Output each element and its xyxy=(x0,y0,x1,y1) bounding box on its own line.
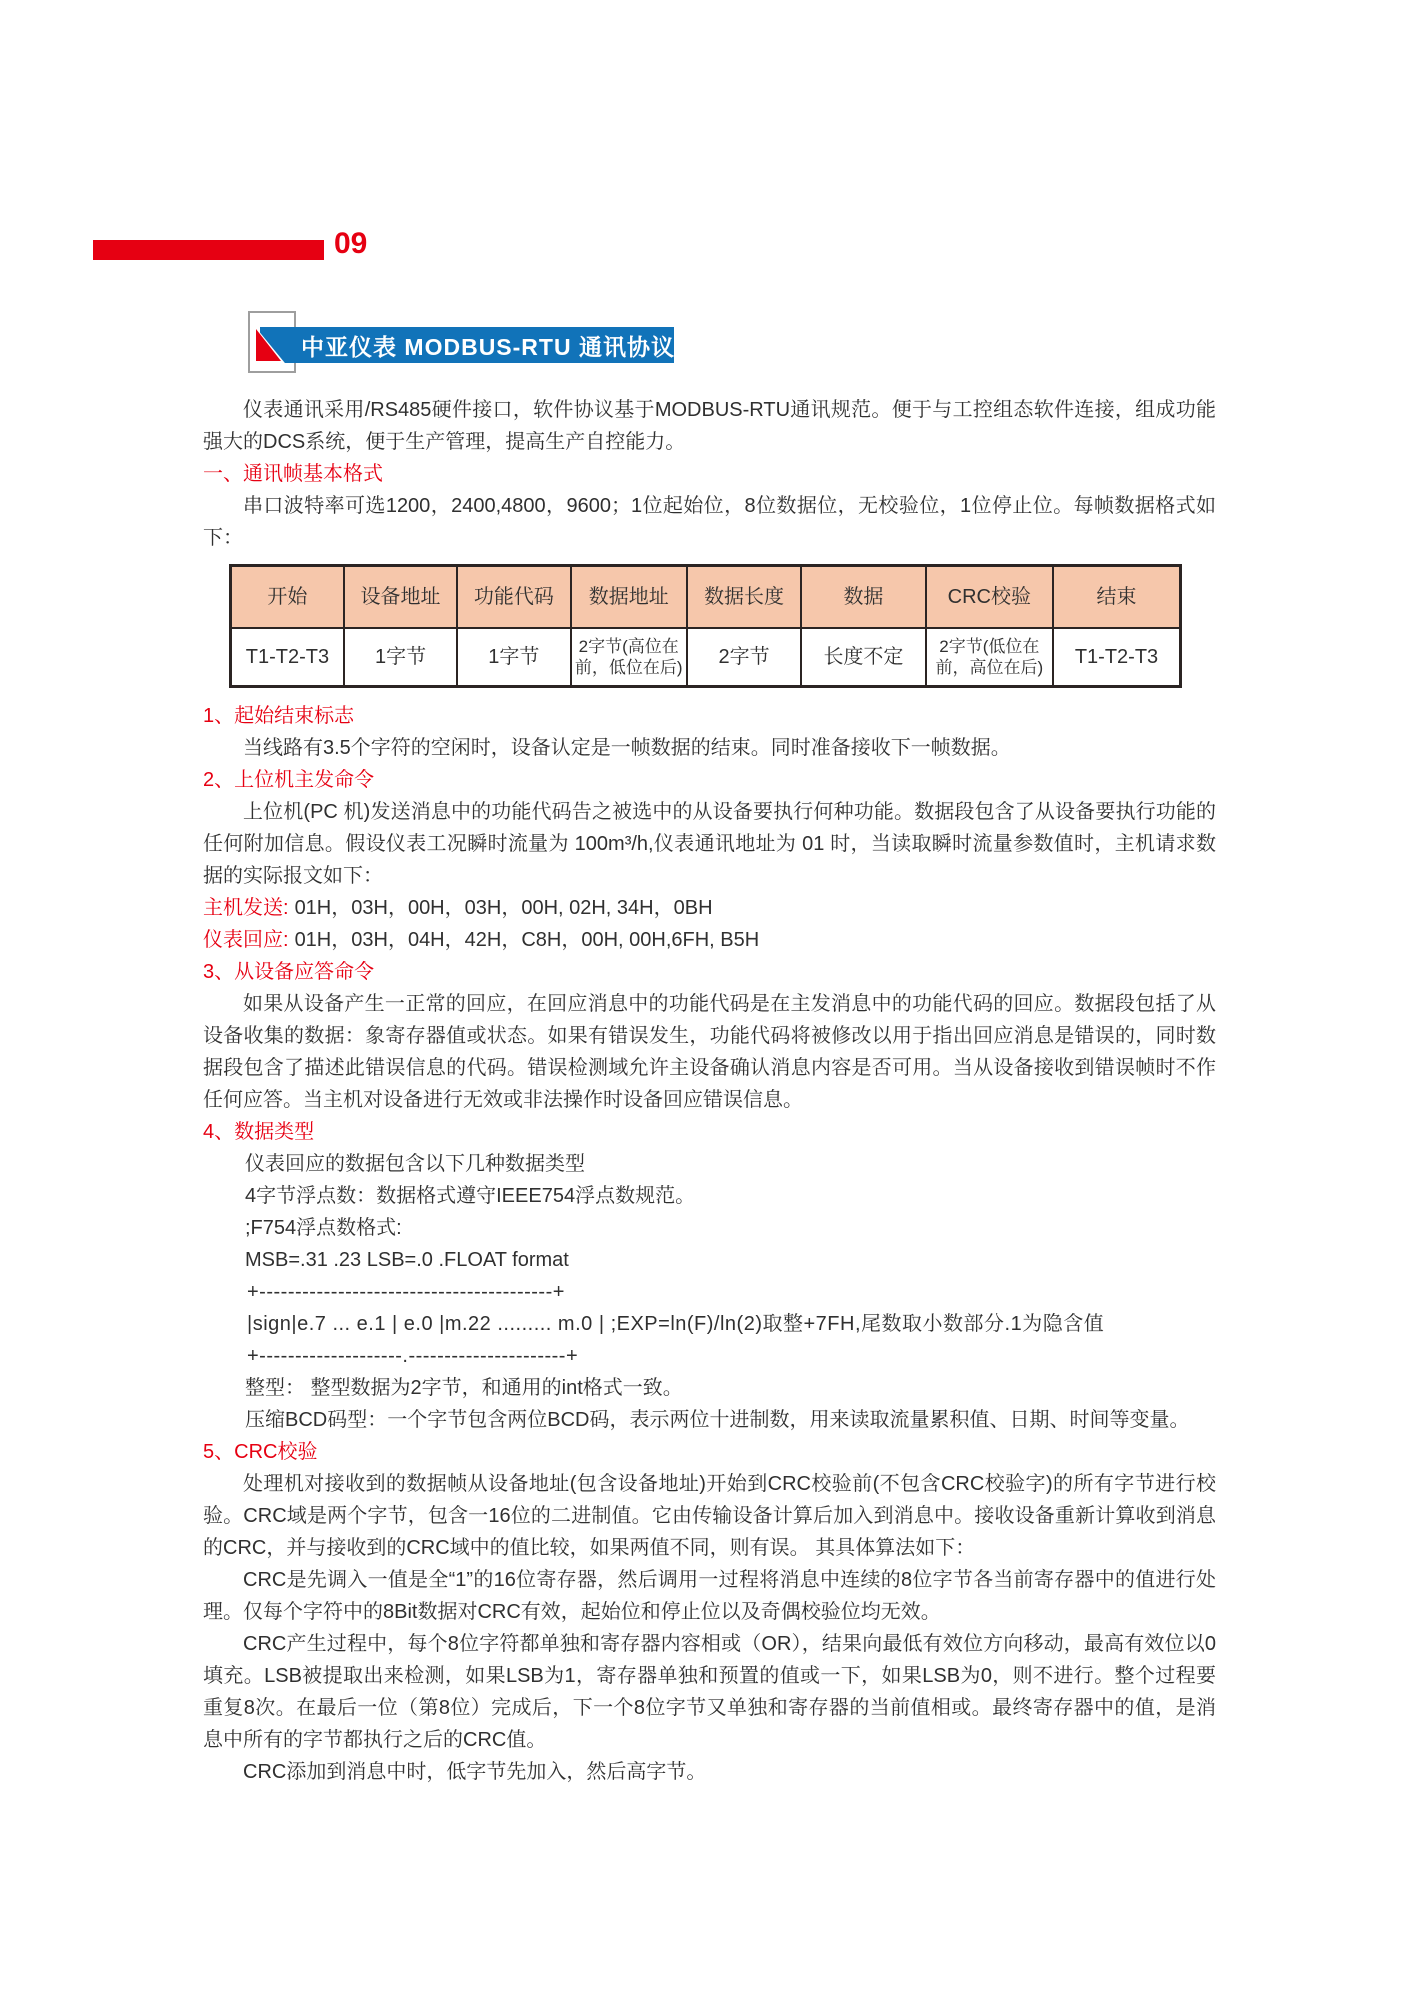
data-types-line: 4字节浮点数：数据格式遵守IEEE754浮点数规范。 xyxy=(245,1185,696,1207)
integer-type-line: 整型： 整型数据为2字节，和通用的int格式一致。 xyxy=(245,1377,683,1399)
col-device-address: 设备地址 xyxy=(344,566,457,629)
col-end: 结束 xyxy=(1053,566,1180,629)
heading-frame-format: 一、通讯帧基本格式 xyxy=(203,463,383,485)
heading-crc-check: 5、CRC校验 xyxy=(203,1441,318,1463)
heading-slave-response: 3、从设备应答命令 xyxy=(203,961,375,983)
banner-bar xyxy=(260,327,674,363)
crc-paragraph-4: CRC添加到消息中时，低字节先加入，然后高字节。 xyxy=(243,1761,707,1783)
heading-host-command: 2、上位机主发命令 xyxy=(203,769,375,791)
meter-reply-line xyxy=(203,924,1216,956)
col-data-length: 数据长度 xyxy=(687,566,801,629)
cell-device-address: 1字节 xyxy=(344,628,457,687)
cell-crc-check: 2字节(低位在前，高位在后) xyxy=(926,628,1053,687)
cell-function-code: 1字节 xyxy=(457,628,570,687)
cell-data-address: 2字节(高位在前，低位在后) xyxy=(571,628,687,687)
crc-paragraph-3: CRC产生过程中，每个8位字符都单独和寄存器内容相或（OR），结果向最低有效位方向移动，最高有效位以0填充。LSB被提取出来检测，如果LSB为1，寄存器单独和预置的值或一下，如果LSB为0，则不进行。整个过程要重复8次。在最后一位（第8位）完成后，下一个8位字节又单独和寄存器的当前值相或。最终寄存器中的值，是消息中所有的字节都执行之后的CRC值。 xyxy=(203,1633,1216,1751)
table-row xyxy=(231,628,1181,687)
section-banner xyxy=(248,311,675,375)
page-number-bar xyxy=(93,240,324,260)
banner-title: 中亚仪表 MODBUS-RTU 通讯协议 xyxy=(301,333,675,360)
frame-format-paragraph: 串口波特率可选1200，2400,4800，9600；1位起始位，8位数据位，无校验位，1位停止位。每帧数据格式如下： xyxy=(203,495,1216,549)
start-end-paragraph: 当线路有3.5个字符的空闲时，设备认定是一帧数据的结束。同时准备接收下一帧数据。 xyxy=(243,737,1011,759)
col-data: 数据 xyxy=(801,566,925,629)
col-data-address: 数据地址 xyxy=(571,566,687,629)
cell-data-length: 2字节 xyxy=(687,628,801,687)
host-send-bytes: 01H，03H，00H，03H，00H, 02H, 34H，0BH xyxy=(294,897,713,919)
frame-format-table-wrap xyxy=(229,564,1216,688)
cell-data: 长度不定 xyxy=(801,628,925,687)
crc-paragraph-2: CRC是先调入一值是全“1”的16位寄存器，然后调用一过程将消息中连续的8位字节各当前寄存器中的值进行处理。仅每个字符中的8Bit数据对CRC有效，起始位和停止位以及奇偶校验位均无效。 xyxy=(203,1569,1216,1623)
heading-start-end-flag: 1、起始结束标志 xyxy=(203,705,355,727)
table-header-row xyxy=(231,566,1181,629)
data-types-line: ;F754浮点数格式: xyxy=(245,1217,402,1239)
cell-end: T1-T2-T3 xyxy=(1053,628,1180,687)
host-send-label: 主机发送: xyxy=(203,897,289,919)
float-format-ascii-bottom: +--------------------.----------------------+ xyxy=(247,1345,579,1367)
float-format-ascii-body: |sign|e.7 ... e.1 | e.0 |m.22 ......... m.0 | ;EXP=ln(F)/ln(2)取整+7FH,尾数取小数部分.1为隐含值 xyxy=(247,1313,1105,1335)
float-format-line: MSB=.31 .23 LSB=.0 .FLOAT format xyxy=(245,1249,569,1271)
col-crc-check: CRC校验 xyxy=(926,566,1053,629)
frame-format-table xyxy=(229,564,1182,688)
crc-paragraph-1: 处理机对接收到的数据帧从设备地址(包含设备地址)开始到CRC校验前(不包含CRC校验字)的所有字节进行校验。CRC域是两个字节，包含一16位的二进制值。它由传输设备计算后加入到消息中。接收设备重新计算收到消息的CRC，并与接收到的CRC域中的值比较，如果两值不同，则有误。 其具体算法如下： xyxy=(203,1473,1216,1559)
page-number: 09 xyxy=(334,227,368,260)
col-start: 开始 xyxy=(231,566,344,629)
meter-reply-label: 仪表回应: xyxy=(203,929,289,951)
data-types-line: 仪表回应的数据包含以下几种数据类型 xyxy=(245,1153,585,1175)
cell-start: T1-T2-T3 xyxy=(231,628,344,687)
host-command-paragraph: 上位机(PC 机)发送消息中的功能代码告之被选中的从设备要执行何种功能。数据段包含了从设备要执行功能的任何附加信息。假设仪表工况瞬时流量为 100m³/h,仪表通讯地址为 01 时，当读取瞬时流量参数值时，主机请求数据的实际报文如下： xyxy=(203,801,1216,887)
col-function-code: 功能代码 xyxy=(457,566,570,629)
document-body xyxy=(203,394,1216,1788)
meter-reply-bytes: 01H，03H，04H，42H，C8H，00H, 00H,6FH, B5H xyxy=(294,929,760,951)
float-format-ascii-top: +-----------------------------------------+ xyxy=(247,1281,565,1303)
heading-data-types: 4、数据类型 xyxy=(203,1121,315,1143)
bcd-type-line: 压缩BCD码型：一个字节包含两位BCD码，表示两位十进制数，用来读取流量累积值、日期、时间等变量。 xyxy=(245,1409,1190,1431)
slave-response-paragraph: 如果从设备产生一正常的回应，在回应消息中的功能代码是在主发消息中的功能代码的回应。数据段包括了从设备收集的数据：象寄存器值或状态。如果有错误发生，功能代码将被修改以用于指出回应消息是错误的，同时数据段包含了描述此错误信息的代码。错误检测域允许主设备确认消息内容是否可用。当从设备接收到错误帧时不作任何应答。当主机对设备进行无效或非法操作时设备回应错误信息。 xyxy=(203,993,1216,1111)
host-send-line xyxy=(203,892,1216,924)
intro-paragraph: 仪表通讯采用/RS485硬件接口，软件协议基于MODBUS-RTU通讯规范。便于与工控组态软件连接，组成功能强大的DCS系统，便于生产管理，提高生产自控能力。 xyxy=(203,399,1216,453)
